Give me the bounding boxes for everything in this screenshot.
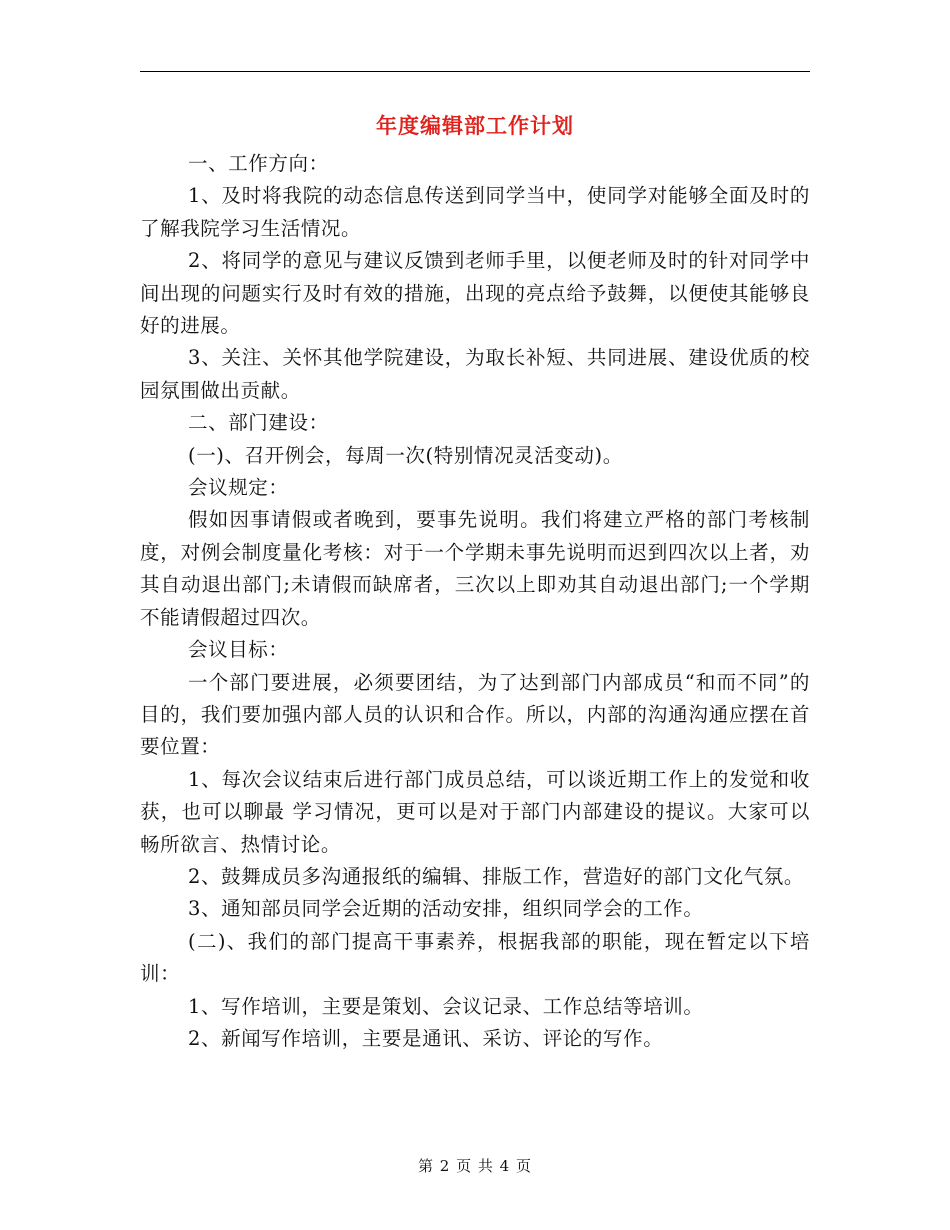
paragraph-meeting-rules-heading: 会议规定： bbox=[188, 476, 289, 500]
paragraph-meeting-goals: 一个部门要进展，必须要团结，为了达到部门内部成员“和而不同”的目的，我们要加强内部人员的认识和合作。所以，内部的沟通沟通应摆在首要位置： bbox=[140, 670, 810, 759]
paragraph-training-item-2: 2、新闻写作培训，主要是通讯、采访、评论的写作。 bbox=[188, 1026, 664, 1050]
paragraph-training-heading: (二)、我们的部门提高干事素养，根据我部的职能，现在暂定以下培训： bbox=[140, 929, 810, 986]
document-body bbox=[140, 148, 810, 1055]
paragraph-work-direction-2: 2、将同学的意见与建议反馈到老师手里，以便老师及时的针对同学中间出现的问题实行及时有效的措施，出现的亮点给予鼓舞，以便使其能够良好的进展。 bbox=[140, 249, 810, 338]
paragraph-work-direction-3: 3、关注、关怀其他学院建设，为取长补短、共同进展、建设优质的校园氛围做出贡献。 bbox=[140, 346, 810, 402]
paragraph-meeting-goals-heading: 会议目标： bbox=[188, 638, 289, 662]
page-number-footer: 第 2 页 共 4 页 bbox=[418, 1157, 532, 1175]
paragraph-goal-item-2: 2、鼓舞成员多沟通报纸的编辑、排版工作，营造好的部门文化气氛。 bbox=[188, 864, 805, 888]
paragraph-meeting-rules: 假如因事请假或者晚到，要事先说明。我们将建立严格的部门考核制度，对例会制度量化考核：对于一个学期未事先说明而迟到四次以上者，劝其自动退出部门;未请假而缺席者，三次以上即劝其自动退出部门;一个学期不能请假超过四次。 bbox=[140, 508, 810, 629]
paragraph-training-item-1: 1、写作培训，主要是策划、会议记录、工作总结等培训。 bbox=[188, 994, 704, 1018]
paragraph-section-1-heading: 一、工作方向： bbox=[188, 152, 329, 175]
paragraph-goal-item-3: 3、通知部员同学会近期的活动安排，组织同学会的工作。 bbox=[188, 897, 704, 921]
paragraph-weekly-meeting: (一)、召开例会，每周一次(特别情况灵活变动)。 bbox=[188, 443, 623, 467]
document-title: 年度编辑部工作计划 bbox=[376, 114, 574, 138]
paragraph-work-direction-1: 1、及时将我院的动态信息传送到同学当中，使同学对能够全面及时的了解我院学习生活情况。 bbox=[140, 184, 810, 240]
header-rule bbox=[140, 71, 810, 72]
paragraph-goal-item-1: 1、每次会议结束后进行部门成员总结，可以谈近期工作上的发觉和收获，也可以聊最 学习情况，更可以是对于部门内部建设的提议。大家可以畅所欲言、热情讨论。 bbox=[140, 767, 810, 856]
paragraph-section-2-heading: 二、部门建设： bbox=[188, 411, 329, 435]
